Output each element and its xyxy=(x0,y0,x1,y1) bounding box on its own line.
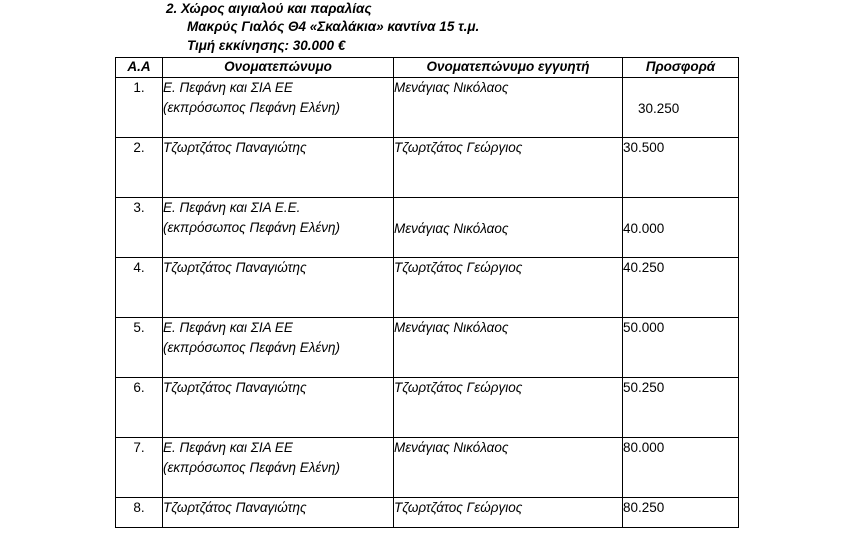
table-row xyxy=(116,138,739,198)
row-number: 3. xyxy=(116,198,163,258)
bidder-representative: (εκπρόσωπος Πεφάνη Ελένη) xyxy=(163,100,341,115)
bidder-name-main: Ε. Πεφάνη και ΣΙΑ Ε.Ε. xyxy=(163,200,301,215)
bidder-representative: (εκπρόσωπος Πεφάνη Ελένη) xyxy=(163,460,341,475)
guarantor-name: Τζωρτζάτος Γεώργιος xyxy=(394,378,623,438)
bidder-representative: (εκπρόσωπος Πεφάνη Ελένη) xyxy=(163,220,341,235)
section-title: 2. Χώρος αιγιαλού και παραλίας xyxy=(166,1,372,16)
table-header-row xyxy=(116,58,739,78)
guarantor-name: Μενάγιας Νικόλαος xyxy=(394,438,623,498)
bidder-name xyxy=(163,138,394,198)
offer-amount: 50.000 xyxy=(623,318,739,378)
offer-amount: 40.250 xyxy=(623,258,739,318)
table-row xyxy=(116,318,739,378)
guarantor-name: Τζωρτζάτος Γεώργιος xyxy=(394,498,623,528)
bids-table xyxy=(115,57,739,528)
offer-amount: 40.000 xyxy=(623,198,739,258)
location-description: Μακρύς Γιαλός Θ4 «Σκαλάκια» καντίνα 15 τ.μ. xyxy=(187,19,480,34)
row-number: 4. xyxy=(116,258,163,318)
guarantor-name: Μενάγιας Νικόλαος xyxy=(394,78,623,138)
guarantor-name: Μενάγιας Νικόλαος xyxy=(394,318,623,378)
starting-price: Τιμή εκκίνησης: 30.000 € xyxy=(187,38,346,53)
guarantor-name: Τζωρτζάτος Γεώργιος xyxy=(394,138,623,198)
bidder-name xyxy=(163,318,394,378)
bidder-name xyxy=(163,438,394,498)
bidder-name xyxy=(163,498,394,528)
bidder-name-main: Τζωρτζάτος Παναγιώτης xyxy=(163,260,307,275)
offer-amount: 80.000 xyxy=(623,438,739,498)
row-number: 2. xyxy=(116,138,163,198)
header-offer: Προσφορά xyxy=(623,58,739,78)
guarantor-name: Μενάγιας Νικόλαος xyxy=(394,198,623,258)
row-number: 6. xyxy=(116,378,163,438)
header-aa: Α.Α xyxy=(116,58,163,78)
bidder-name xyxy=(163,198,394,258)
bidder-name-main: Τζωρτζάτος Παναγιώτης xyxy=(163,500,307,515)
table-row xyxy=(116,438,739,498)
offer-amount: 30.250 xyxy=(623,78,739,138)
bidder-name-main: Ε. Πεφάνη και ΣΙΑ ΕΕ xyxy=(163,80,293,95)
bidder-name-main: Τζωρτζάτος Παναγιώτης xyxy=(163,140,307,155)
row-number: 7. xyxy=(116,438,163,498)
row-number: 8. xyxy=(116,498,163,528)
row-number: 1. xyxy=(116,78,163,138)
table-row xyxy=(116,378,739,438)
header-name: Ονοματεπώνυμο xyxy=(163,58,394,78)
guarantor-name: Τζωρτζάτος Γεώργιος xyxy=(394,258,623,318)
bidder-name xyxy=(163,258,394,318)
table-row xyxy=(116,498,739,528)
header-guarantor: Ονοματεπώνυμο εγγυητή xyxy=(394,58,623,78)
bidder-name-main: Ε. Πεφάνη και ΣΙΑ ΕΕ xyxy=(163,440,293,455)
table-row xyxy=(116,198,739,258)
offer-amount: 80.250 xyxy=(623,498,739,528)
bidder-representative: (εκπρόσωπος Πεφάνη Ελένη) xyxy=(163,340,341,355)
offer-amount: 30.500 xyxy=(623,138,739,198)
bidder-name-main: Ε. Πεφάνη και ΣΙΑ ΕΕ xyxy=(163,320,293,335)
row-number: 5. xyxy=(116,318,163,378)
bidder-name xyxy=(163,378,394,438)
bidder-name-main: Τζωρτζάτος Παναγιώτης xyxy=(163,380,307,395)
bidder-name xyxy=(163,78,394,138)
offer-amount: 50.250 xyxy=(623,378,739,438)
table-row xyxy=(116,258,739,318)
table-row xyxy=(116,78,739,138)
